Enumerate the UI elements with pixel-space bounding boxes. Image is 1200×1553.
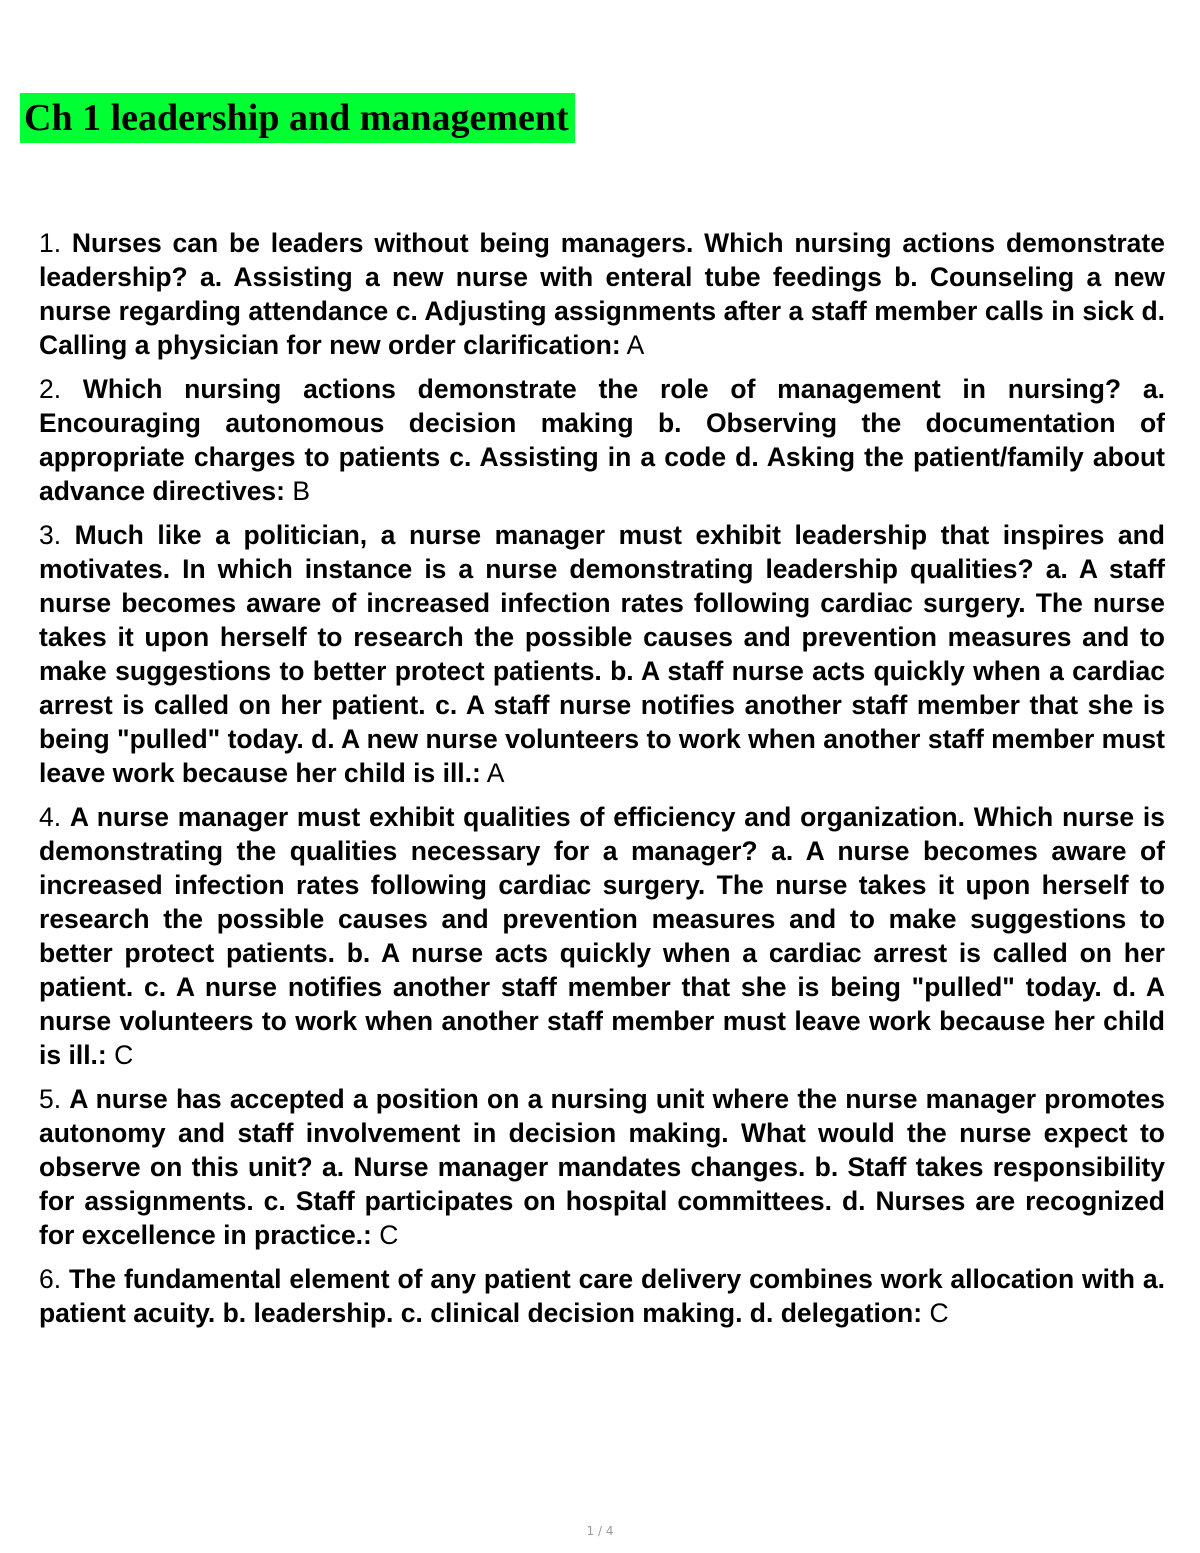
document-title: Ch 1 leadership and management	[20, 93, 575, 143]
question-answer: C	[929, 1298, 949, 1328]
question-number: 4.	[39, 802, 62, 832]
question-answer: A	[626, 330, 645, 360]
question-list	[39, 226, 1165, 1340]
question-answer: B	[292, 476, 311, 506]
question-text: The fundamental element of any patient care delivery combines work allocation with a. patient acuity. b. leadership. c. clinical decision making. d. delegation:	[39, 1264, 1165, 1328]
page-indicator: 1 / 4	[586, 1524, 614, 1538]
question-item	[39, 518, 1165, 790]
question-item	[39, 1082, 1165, 1252]
question-number: 5.	[39, 1084, 62, 1114]
question-number: 3.	[39, 520, 62, 550]
question-number: 6.	[39, 1264, 62, 1294]
question-item	[39, 372, 1165, 508]
question-item	[39, 800, 1165, 1072]
question-answer: C	[379, 1220, 399, 1250]
question-text: Nurses can be leaders without being managers. Which nursing actions demonstrate leadership? a. Assisting a new nurse with enteral tube feedings b. Counseling a new nurse regarding attendance c. Adjusting assignments after a staff member calls in sick d. Calling a physician for new order clarification:	[39, 228, 1165, 360]
question-number: 2.	[39, 374, 62, 404]
question-text: Which nursing actions demonstrate the role of management in nursing? a. Encouraging autonomous decision making b. Observing the documentation of appropriate charges to patients c. Assisting in a code d. Asking the patient/family about advance directives:	[39, 374, 1165, 506]
question-item	[39, 1262, 1165, 1330]
question-text: A nurse has accepted a position on a nursing unit where the nurse manager promotes autonomy and staff involvement in decision making. What would the nurse expect to observe on this unit? a. Nurse manager mandates changes. b. Staff takes responsibility for assignments. c. Staff participates on hospital committees. d. Nurses are recognized for excellence in practice.:	[39, 1084, 1165, 1250]
question-text: Much like a politician, a nurse manager must exhibit leadership that inspires and motivates. In which instance is a nurse demonstrating leadership qualities? a. A staff nurse becomes aware of increased infection rates following cardiac surgery. The nurse takes it upon herself to research the possible causes and prevention measures and to make suggestions to better protect patients. b. A staff nurse acts quickly when a cardiac arrest is called on her patient. c. A staff nurse notifies another staff member that she is being "pulled" today. d. A new nurse volunteers to work when another staff member must leave work because her child is ill.:	[39, 520, 1165, 788]
question-number: 1.	[39, 228, 62, 258]
question-answer: C	[114, 1040, 134, 1070]
question-text: A nurse manager must exhibit qualities of efficiency and organization. Which nurse is demonstrating the qualities necessary for a manager? a. A nurse becomes aware of increased infection rates following cardiac surgery. The nurse takes it upon herself to research the possible causes and prevention measures and to make suggestions to better protect patients. b. A nurse acts quickly when a cardiac arrest is called on her patient. c. A nurse notifies another staff member that she is being "pulled" today. d. A nurse volunteers to work when another staff member must leave work because her child is ill.:	[39, 802, 1165, 1070]
question-item	[39, 226, 1165, 362]
question-answer: A	[486, 758, 505, 788]
